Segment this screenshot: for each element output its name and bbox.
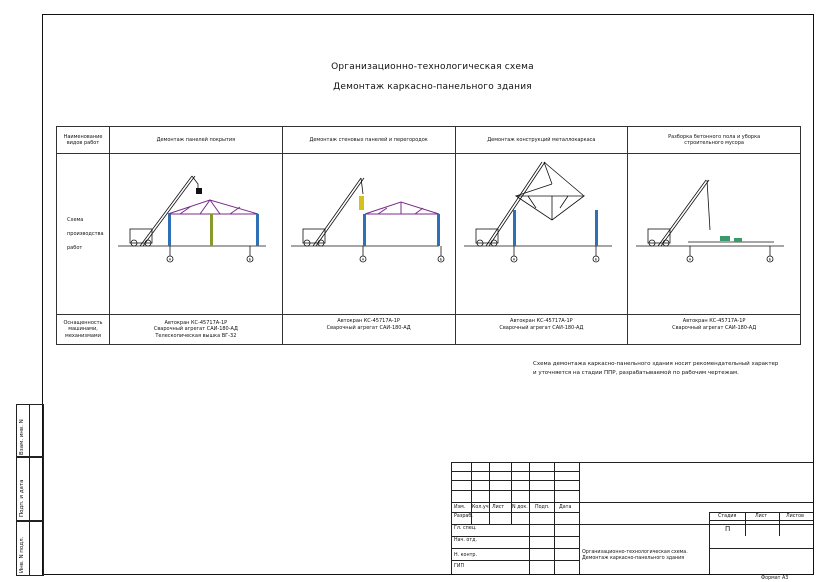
side-field3: Инв. N подл. — [19, 536, 25, 573]
axis-label: Б — [594, 257, 597, 262]
machines-cell-3 — [455, 315, 628, 345]
frame-bottom — [42, 574, 813, 575]
stamp-col-2: Кол.уч — [472, 505, 489, 510]
scheme-cell-3 — [455, 154, 628, 315]
stamp-stage-value: П — [725, 525, 731, 533]
machine-line: Сварочный агрегат САИ-180-АД — [499, 324, 584, 331]
stamp-sheets-label: Листов — [786, 514, 804, 519]
axis-label: Б — [769, 257, 772, 262]
machines-cell-4 — [628, 315, 801, 345]
axis-label: А — [361, 257, 364, 262]
machine-line: Телескопическая вышка ВГ-32 — [155, 332, 237, 339]
side-stamp-2 — [16, 456, 44, 522]
frame-top — [42, 14, 813, 15]
axis-label: А — [168, 257, 172, 262]
machine-line: Автокран КС-45717А-1Р — [510, 318, 573, 324]
side-stamp-3 — [16, 520, 44, 576]
stamp-col-5: Подп. — [535, 505, 550, 510]
stamp-sheet-label: Лист — [755, 514, 768, 519]
title-block — [451, 462, 813, 574]
axis-label: Б — [439, 257, 442, 262]
scheme-cell-4 — [628, 154, 801, 315]
machine-line: Автокран КС-45717А-1Р — [682, 318, 746, 324]
crane-diagram-3 — [456, 154, 620, 314]
axis-label: А — [512, 257, 515, 262]
note-line2: и уточняется на стадии ППР, разрабатываемой по рабочим чертежам. — [533, 370, 739, 376]
stamp-col-3: Лист — [492, 505, 505, 510]
row-machines-label: Оснащенность машинами, механизмами — [57, 315, 110, 345]
stamp-col-6: Дата — [559, 505, 572, 510]
stamp-doc-title: Организационно-технологическая схема. Демонтаж каркасно-панельного здания — [582, 550, 688, 561]
stamp-row-5: Н. контр. — [454, 553, 477, 558]
scheme-cell-1 — [110, 154, 283, 315]
title-line2: Демонтаж каркасно-панельного здания — [333, 82, 532, 92]
scheme-cell-2 — [282, 154, 455, 315]
side-stamp-1 — [16, 404, 44, 458]
side-field2: Подп. и дата — [19, 479, 25, 517]
machines-cell-2 — [282, 315, 455, 345]
crane-diagram-1 — [110, 154, 274, 314]
stamp-stage-label: Стадия — [718, 514, 737, 519]
col-header-2: Демонтаж стеновых панелей и перегородок — [282, 127, 455, 154]
stamp-row-2: Гл. спец. — [454, 526, 477, 531]
note — [533, 360, 783, 378]
machine-line: Сварочный агрегат САИ-180-АД — [672, 324, 757, 331]
stamp-col-1: Изм. — [454, 505, 466, 510]
axis-label: А — [689, 257, 692, 262]
title-line1: Организационно-технологическая схема — [331, 62, 534, 72]
crane-diagram-4 — [628, 154, 792, 314]
machine-line: Сварочный агрегат САИ-180-АД — [153, 326, 238, 333]
row-scheme-label: Схема производства работ — [57, 154, 110, 315]
scheme-table — [56, 126, 801, 345]
stamp-row-6: ГИП — [454, 564, 465, 569]
col-header-4: Разборка бетонного пола и уборка строительного мусора — [628, 127, 801, 154]
crane-diagram-2 — [283, 154, 447, 314]
side-field1: Взам. инв. N — [19, 419, 25, 455]
axis-label: Б — [248, 257, 252, 262]
stamp-format: Формат А3 — [761, 576, 789, 581]
header-col0: Наименование видов работ — [57, 127, 110, 154]
machine-line: Автокран КС-45717А-1Р — [337, 318, 400, 324]
machine-line: Автокран КС-45717А-1Р — [164, 319, 228, 326]
frame-right — [813, 14, 814, 575]
stamp-col-4: N док. — [512, 505, 528, 510]
note-line1: Схема демонтажа каркасно-панельного здания носит рекомендательный характер — [533, 361, 779, 367]
machine-line: Сварочный агрегат САИ-180-АД — [326, 324, 411, 331]
stamp-row-1: Разраб. — [454, 514, 473, 519]
machines-cell-1 — [110, 315, 283, 345]
col-header-1: Демонтаж панелей покрытия — [110, 127, 283, 154]
col-header-3: Демонтаж конструкций металлокаркаса — [455, 127, 628, 154]
stamp-row-3: Нач. отд. — [454, 538, 478, 543]
